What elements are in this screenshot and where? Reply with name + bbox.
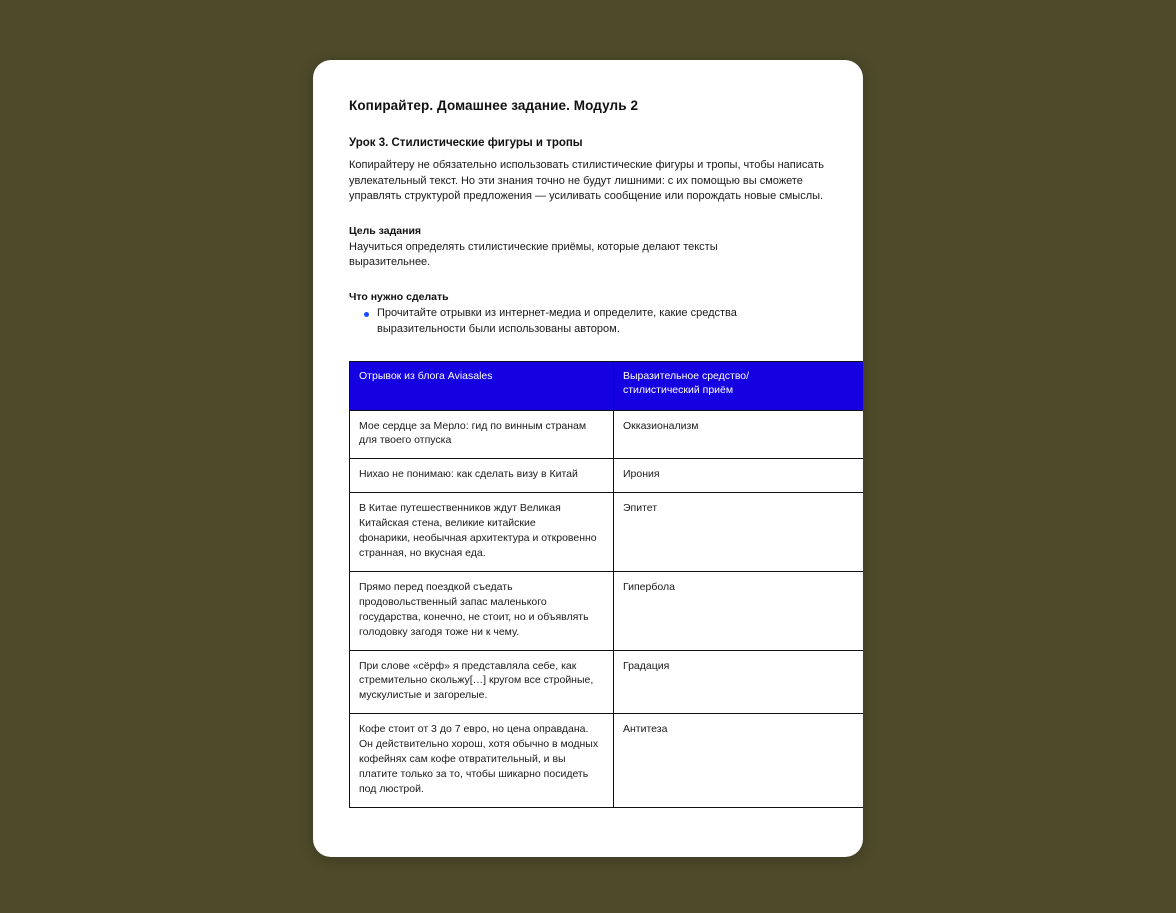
document-body: [313, 60, 863, 808]
goal-text: Научиться определять стилистические приёмы, которые делают тексты выразительнее.: [349, 240, 718, 269]
table-cell-excerpt: Мое сердце за Мерло: гид по винным странам для твоего отпуска: [350, 410, 614, 459]
goal-heading: Цель задания: [349, 224, 422, 237]
table-header-device: Выразительное средство/ стилистический приём: [614, 362, 864, 410]
lesson-title: Урок 3. Стилистические фигуры и тропы: [349, 137, 583, 149]
document-page: [313, 60, 863, 857]
table-body: [350, 410, 864, 807]
table-cell-excerpt: Нихао не понимаю: как сделать визу в Китай: [350, 459, 614, 493]
table-header-row: [350, 362, 864, 410]
table-cell-device: Ирония: [614, 459, 864, 493]
table-row: [350, 714, 864, 808]
table-cell-device: Градация: [614, 650, 864, 714]
list-item: Прочитайте отрывки из интернет-медиа и определите, какие средства выразительности были использованы автором.: [377, 306, 827, 337]
table-cell-device: Антитеза: [614, 714, 864, 808]
intro-paragraph: Копирайтеру не обязательно использовать стилистические фигуры и тропы, чтобы написать увлекательный текст. Но эти знания точно не будут лишними: с их помощью вы сможете управлять структурой предложения — усиливать сообщение или порождать новые смыслы.: [349, 159, 825, 203]
table-cell-excerpt: Прямо перед поездкой съедать продовольственный запас маленького государства, конечно, не стоит, но и объявлять голодовку загодя тоже ни к чему.: [350, 571, 614, 650]
table-header: [350, 362, 864, 410]
table-cell-device: Эпитет: [614, 493, 864, 572]
table-row: [350, 571, 864, 650]
task-heading: Что нужно сделать: [349, 291, 449, 304]
stylistic-devices-table: [349, 361, 863, 808]
table-header-excerpt: Отрывок из блога Aviasales: [350, 362, 614, 410]
table-row: [350, 410, 864, 459]
page-title: Копирайтер. Домашнее задание. Модуль 2: [349, 98, 639, 113]
task-list: [349, 306, 827, 337]
table-cell-device: Гипербола: [614, 571, 864, 650]
table-row: [350, 459, 864, 493]
table-cell-excerpt: В Китае путешественников ждут Великая Китайская стена, великие китайские фонарики, необычная архитектура и откровенно странная, но вкусная еда.: [350, 493, 614, 572]
table-row: [350, 650, 864, 714]
table-cell-excerpt: При слове «сёрф» я представляла себе, как стремительно скольжу[…] кругом все стройные, мускулистые и загорелые.: [350, 650, 614, 714]
table-cell-excerpt: Кофе стоит от 3 до 7 евро, но цена оправдана. Он действительно хорош, хотя обычно в модных кофейнях сам кофе отвратительный, и вы платите только за то, чтобы шикарно посидеть под люстрой.: [350, 714, 614, 808]
table-cell-device: Окказионализм: [614, 410, 864, 459]
table-row: [350, 493, 864, 572]
